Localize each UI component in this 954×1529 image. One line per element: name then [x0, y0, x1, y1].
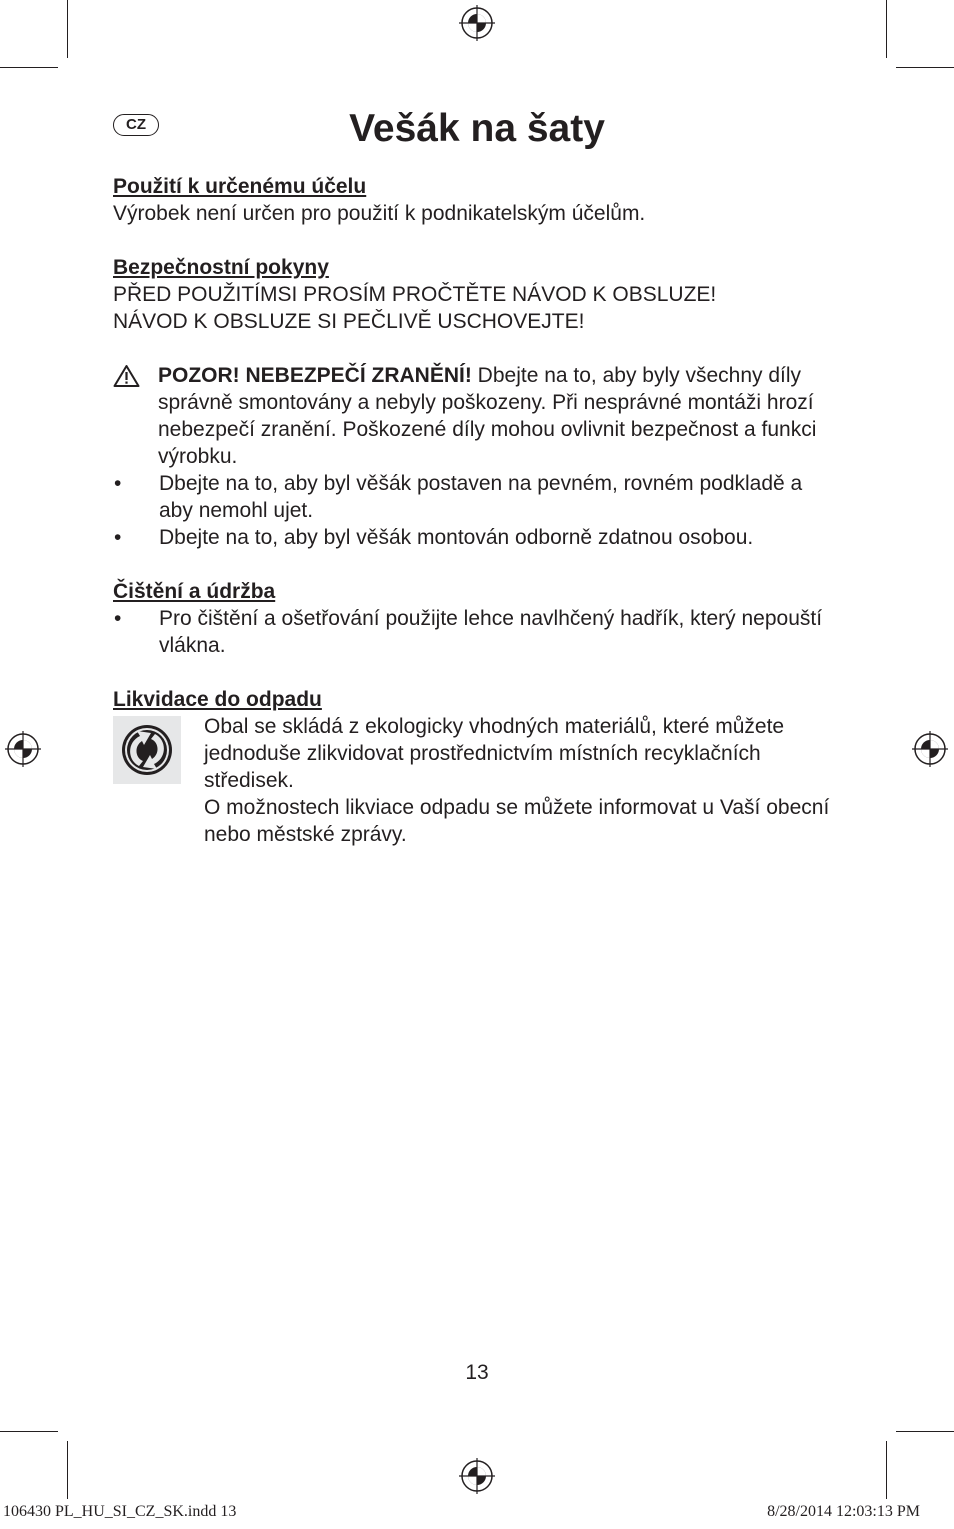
registration-mark-icon: [5, 731, 41, 767]
list-item: [113, 605, 833, 659]
section-heading-cleaning: Čištění a údržba: [113, 580, 276, 603]
slug-timestamp: 8/28/2014 12:03:13 PM: [767, 1503, 920, 1520]
bullet: •: [114, 526, 122, 549]
page-title: Vešák na šaty: [349, 107, 605, 150]
warning-text: [158, 362, 833, 470]
warning-item: [113, 362, 833, 470]
safety-bullet-2: Dbejte na to, aby byl věšák montován odborně zdatnou osobou.: [159, 526, 754, 549]
warning-bold: POZOR! NEBEZPEČÍ ZRANĚNÍ!: [158, 364, 472, 387]
crop-mark: [886, 0, 887, 58]
disposal-block: [113, 713, 833, 848]
crop-mark: [0, 67, 58, 68]
safety-bullet-1: Dbejte na to, aby byl věšák postaven na pevném, rovném podkladě a aby nemohl ujet.: [159, 472, 803, 522]
slug-filename: 106430 PL_HU_SI_CZ_SK.indd 13: [3, 1503, 237, 1520]
language-badge: CZ: [113, 114, 159, 136]
safety-line-2: NÁVOD K OBSLUZE SI PEČLIVĚ USCHOVEJTE!: [113, 310, 585, 333]
crop-mark: [67, 0, 68, 58]
warning-triangle-icon: [113, 362, 158, 470]
document-body: [113, 173, 833, 848]
disposal-text: [204, 713, 833, 848]
intended-use-text: Výrobek není určen pro použití k podnikatelským účelům.: [113, 202, 646, 225]
disposal-text-2: O možnostech likviace odpadu se můžete informovat u Vaší obecní nebo městské zprávy.: [204, 796, 830, 846]
safety-line-1: PŘED POUŽITÍMSI PROSÍM PROČTĚTE NÁVOD K OBSLUZE!: [113, 283, 717, 306]
registration-mark-icon: [459, 1458, 495, 1494]
disposal-text-1: Obal se skládá z ekologicky vhodných materiálů, které můžete jednoduše zlikvidovat prostřednictvím místních recyklačních středisek.: [204, 715, 785, 792]
section-heading-disposal: Likvidace do odpadu: [113, 688, 322, 711]
crop-mark: [886, 1441, 887, 1499]
crop-mark: [896, 1431, 954, 1432]
section-heading-safety: Bezpečnostní pokyny: [113, 256, 329, 279]
list-item: [113, 524, 833, 551]
crop-mark: [67, 1441, 68, 1499]
cleaning-bullet-1: Pro čištění a ošetřování použijte lehce navlhčený hadřík, který nepouští vlákna.: [159, 607, 823, 657]
page-number: 13: [465, 1361, 489, 1384]
bullet: •: [114, 472, 122, 495]
warning-body: Dbejte na to, aby byly všechny díly správně smontovány a nebyly poškozeny. Při nesprávné montáži hrozí nebezpečí zranění. Poškozené díly mohou ovlivnit bezpečnost a funkci výrobku.: [158, 364, 817, 468]
crop-mark: [896, 67, 954, 68]
registration-mark-icon: [912, 731, 948, 767]
list-item: [113, 470, 833, 524]
bullet: •: [114, 607, 122, 630]
crop-mark: [0, 1431, 58, 1432]
registration-mark-icon: [459, 5, 495, 41]
section-heading-intended-use: Použití k určenému účelu: [113, 175, 367, 198]
green-dot-recycling-icon: [113, 716, 181, 784]
